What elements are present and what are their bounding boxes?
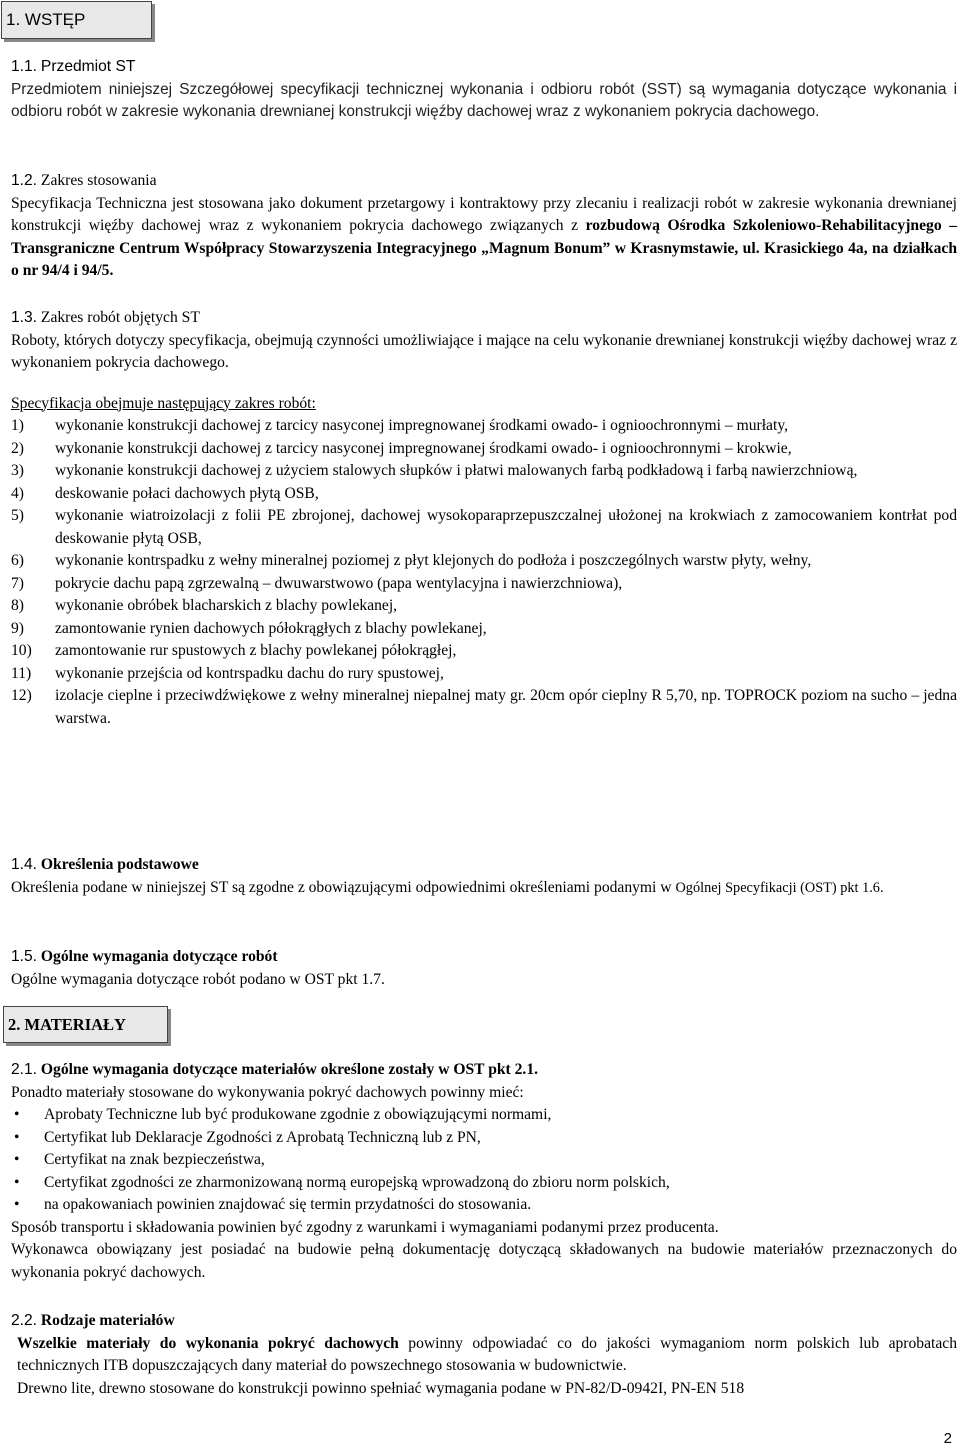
bullet-icon: • xyxy=(14,1151,20,1168)
section-1-3 xyxy=(11,307,957,730)
section-1-5-heading: 1.5. Ogólne wymagania dotyczące robót xyxy=(11,948,278,965)
works-list-item xyxy=(11,573,957,596)
section-1-5-body: Ogólne wymagania dotyczące robót podano w OST pkt 1.7. xyxy=(11,970,385,988)
section-1-4 xyxy=(11,854,957,899)
section-2-1-documentation: Wykonawca obowiązany jest posiadać na budowie pełną dokumentację dotyczącą składowanych na budowie materiałów przeznaczonych do wykonania pokryć dachowych. xyxy=(11,1241,957,1281)
requirement-text: Certyfikat lub Deklaracje Zgodności z Aprobatą Techniczną lub z PN, xyxy=(44,1128,481,1146)
list-item-text: wykonanie konstrukcji dachowej z tarcicy nasyconej impregnowanej środkami owado- i ognioochronnymi – krokwie, xyxy=(55,439,792,457)
section-1-2-heading: 1.2. Zakres stosowania xyxy=(11,172,157,189)
requirement-text: na opakowaniach powinien znajdować się termin przydatności do stosowania. xyxy=(44,1196,532,1213)
bullet-icon: • xyxy=(14,1128,20,1146)
works-list-item xyxy=(11,618,957,641)
list-item-number: 12) xyxy=(11,687,32,704)
list-item-number: 7) xyxy=(11,574,24,592)
requirement-text: Certyfikat na znak bezpieczeństwa, xyxy=(44,1151,265,1168)
section-2-title: 2. MATERIAŁY xyxy=(3,1006,168,1043)
section-2-2-heading: 2.2. Rodzaje materiałów xyxy=(11,1312,175,1329)
section-2-1-intro: Ponadto materiały stosowane do wykonywania pokryć dachowych powinny mieć: xyxy=(11,1083,524,1101)
list-item-number: 11) xyxy=(11,664,32,682)
works-list-item xyxy=(11,640,957,663)
section-1-3-body: Roboty, których dotyczy specyfikacja, obejmują czynności umożliwiające i mające na celu wykonanie drewnianej konstrukcji więźby dachowej wraz z wykonaniem pokrycia dachowego. xyxy=(11,331,957,371)
list-item-text: wykonanie kontrspadku z wełny mineralnej poziomej z płyt klejonych do podłoża i poszczególnych warstw płyty, wełny, xyxy=(55,552,812,569)
list-item-text: wykonanie konstrukcji dachowej z użyciem stalowych słupków i płatwi malowanych farbą podkładową i farbą nawierzchniową, xyxy=(55,462,858,479)
section-2-2-body2: Drewno lite, drewno stosowane do konstrukcji powinno spełniać wymagania podane w PN-82/D-0942I, PN-EN 518 xyxy=(17,1379,745,1397)
page-number: 2 xyxy=(943,1430,952,1447)
section-1-4-body: Określenia podane w niniejszej ST są zgodne z obowiązującymi odpowiednimi określeniami podanymi w Ogólnej Specyfikacji (OST) pkt 1.6. xyxy=(11,878,884,896)
section-2-1-transport: Sposób transportu i składowania powinien być zgodny z warunkami i wymaganiami podanymi przez producenta. xyxy=(11,1218,719,1236)
list-item-number: 2) xyxy=(11,439,24,457)
list-item-text: deskowanie połaci dachowych płytą OSB, xyxy=(55,484,319,502)
list-item-text: wykonanie przejścia od kontrspadku dachu do rury spustowej, xyxy=(55,664,444,682)
list-item-number: 6) xyxy=(11,552,24,569)
requirement-item xyxy=(11,1127,957,1150)
works-list-item xyxy=(11,483,957,506)
requirement-text: Aprobaty Techniczne lub być produkowane zgodnie z obowiązującymi normami, xyxy=(44,1106,552,1123)
works-list-item xyxy=(11,415,957,438)
requirement-text: Certyfikat zgodności ze zharmonizowaną normą europejską wprowadzoną do zbioru norm polskich, xyxy=(44,1173,670,1191)
requirements-list xyxy=(11,1104,957,1217)
works-list-item xyxy=(11,685,957,730)
list-item-number: 3) xyxy=(11,462,24,479)
requirement-item xyxy=(11,1172,957,1195)
list-item-text: wykonanie wiatroizolacji z folii PE zbrojonej, dachowej wysokoparaprzepuszczalnej ułożonej na krokwiach z zamocowaniem kontrłat pod deskowanie płytą OSB, xyxy=(55,507,957,547)
list-item-text: zamontowanie rur spustowych z blachy powlekanej półokrągłej, xyxy=(55,642,457,659)
list-item-text: pokrycie dachu papą zgrzewalną – dwuwarstwowo (papa wentylacyjna i nawierzchniowa), xyxy=(55,574,623,592)
list-item-text: izolacje cieplne i przeciwdźwiękowe z wełny mineralnej niepalnej maty gr. 20cm opór cieplny R 5,70, np. TOPROCK poziom na sucho – jedna warstwa. xyxy=(55,687,957,727)
project-name: rozbudową Ośrodka Szkoleniowo-Rehabilitacyjnego – Transgraniczne Centrum Współpracy Stowarzyszenia Integracyjnego „Magnum Bonum” w Krasnymstawie, ul. Krasickiego 4a, na działkach o nr 94/4 i 94/5. xyxy=(11,217,957,279)
bullet-icon: • xyxy=(14,1196,20,1213)
section-2-1-heading: 2.1. Ogólne wymagania dotyczące materiałów określone zostały w OST pkt 2.1. xyxy=(11,1061,539,1078)
section-2-1 xyxy=(11,1059,957,1284)
section-1-5 xyxy=(11,946,957,991)
list-item-number: 9) xyxy=(11,619,24,637)
works-list-item xyxy=(11,663,957,686)
list-item-text: wykonanie obróbek blacharskich z blachy powlekanej, xyxy=(55,597,398,614)
works-list-item xyxy=(11,438,957,461)
requirement-item xyxy=(11,1104,957,1127)
works-list-item xyxy=(11,550,957,573)
section-1-1-heading: 1.1. Przedmiot ST xyxy=(11,58,136,75)
list-item-number: 8) xyxy=(11,597,24,614)
works-list-item xyxy=(11,595,957,618)
requirement-item xyxy=(11,1149,957,1172)
requirement-item xyxy=(11,1194,957,1217)
section-1-3-heading: 1.3. Zakres robót objętych ST xyxy=(11,309,200,326)
list-item-number: 5) xyxy=(11,507,24,524)
works-list xyxy=(11,415,957,730)
section-1-1 xyxy=(11,56,957,124)
list-item-number: 1) xyxy=(11,417,24,434)
list-item-number: 10) xyxy=(11,642,32,659)
section-1-2 xyxy=(11,170,957,283)
list-item-text: zamontowanie rynien dachowych półokrągłych z blachy powlekanej, xyxy=(55,619,487,637)
section-2-2-body: Wszelkie materiały do wykonania pokryć dachowych powinny odpowiadać co do jakości wymaganiom norm polskich lub aprobatach technicznych ITB dopuszczających dany materiał do powszechnego stosowania w budownictwie. xyxy=(17,1334,957,1374)
section-1-2-body: Specyfikacja Techniczna jest stosowana jako dokument przetargowy i kontraktowy przy zlecaniu i realizacji robót w zakresie wykonania drewnianej konstrukcji więźby dachowej wraz z wykonaniem pokrycia dachowego związanych z rozbudową Ośrodka Szkoleniowo-Rehabilitacyjnego – Transgraniczne Centrum Współpracy Stowarzyszenia Integracyjnego „Magnum Bonum” w Krasnymstawie, ul. Krasickiego 4a, na działkach o nr 94/4 i 94/5. xyxy=(11,194,957,279)
bullet-icon: • xyxy=(14,1173,20,1191)
list-item-text: wykonanie konstrukcji dachowej z tarcicy nasyconej impregnowanej środkami owado- i ognioochronnymi – murłaty, xyxy=(55,417,788,434)
section-1-1-body: Przedmiotem niniejszej Szczegółowej specyfikacji technicznej wykonania i odbioru robót (SST) są wymagania dotyczące wykonania i odbioru robót w zakresie wykonania drewnianej konstrukcji więźby dachowej wraz z wykonaniem pokrycia dachowego. xyxy=(11,80,957,120)
bullet-icon: • xyxy=(14,1106,20,1123)
list-item-number: 4) xyxy=(11,484,24,502)
works-list-item xyxy=(11,460,957,483)
section-2-2 xyxy=(11,1310,957,1400)
section-1-4-heading: 1.4. Określenia podstawowe xyxy=(11,856,199,873)
section-1-title: 1. WSTĘP xyxy=(1,1,152,39)
works-list-intro: Specyfikacja obejmuje następujący zakres robót: xyxy=(11,394,316,412)
works-list-item xyxy=(11,505,957,550)
